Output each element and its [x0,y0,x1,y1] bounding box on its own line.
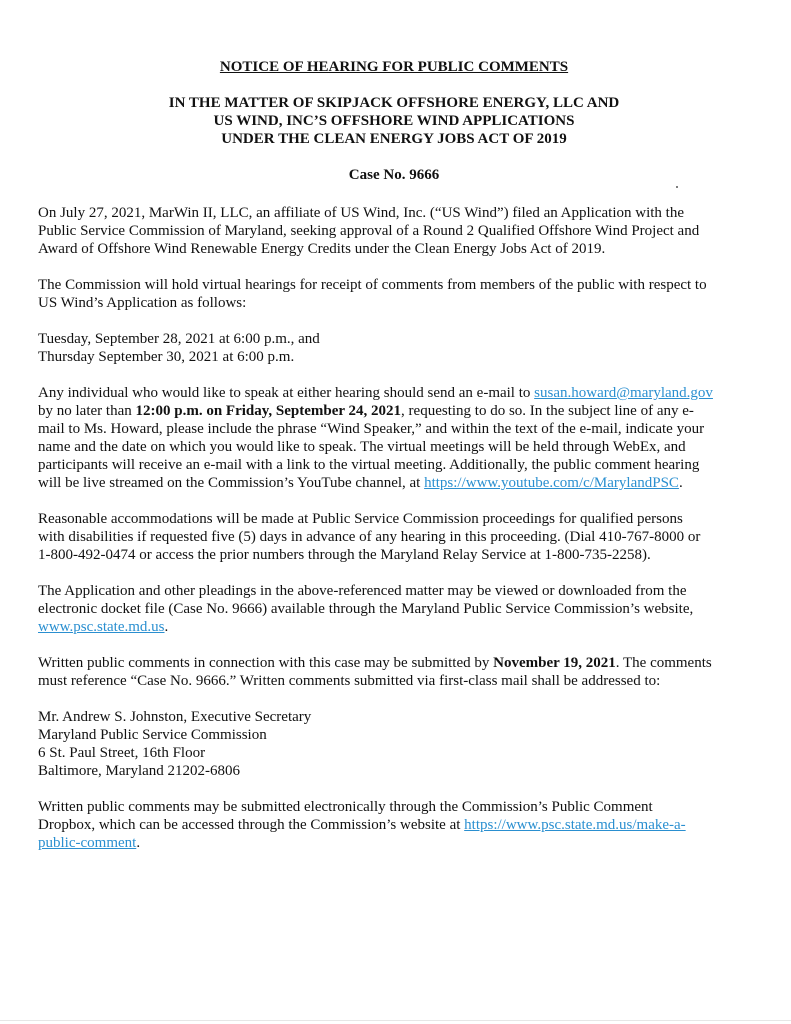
text-line: Public Service Commission of Maryland, seeking approval of a Round 2 Qualified Offshore Wind Project and [38,223,700,239]
text-line: 1-800-492-0474 or access the prior numbers through the Maryland Relay Service at 1-800-735-2258). [38,547,651,563]
text-line [38,384,750,402]
text-segment: . [164,619,169,635]
paragraph-electronic-comments [38,798,750,852]
address-line: Baltimore, Maryland 21202-6806 [38,763,241,779]
text-line: mail to Ms. Howard, please include the phrase “Wind Speaker,” and within the text of the e-mail, indicate your [38,421,705,437]
paragraph-accommodations [38,510,750,564]
text-segment: . [678,475,683,491]
page-edge [0,1020,791,1021]
text-line: must reference “Case No. 9666.” Written comments submitted via first-class mail shall be addressed to: [38,673,661,689]
hearing-dates [38,330,750,366]
text-segment: , requesting to do so. In the subject line of any e- [401,403,694,419]
matter-line: IN THE MATTER OF SKIPJACK OFFSHORE ENERGY, LLC AND [168,95,620,111]
text-line [38,402,750,420]
matter-heading [38,94,750,148]
paragraph-virtual-hearings [38,276,750,312]
text-segment: will be live streamed on the Commission’s YouTube channel, at [38,475,425,491]
text-line: Award of Offshore Wind Renewable Energy Credits under the Clean Energy Jobs Act of 2019. [38,241,606,257]
text-line: Written public comments may be submitted electronically through the Commission’s Public Comment [38,799,653,815]
text-line: The Application and other pleadings in the above-referenced matter may be viewed or downloaded from the [38,583,687,599]
text-line [38,654,750,672]
youtube-link[interactable]: https://www.youtube.com/c/MarylandPSC [424,475,679,491]
paragraph-docket [38,582,750,636]
text-segment: . The comments [615,655,712,671]
paragraph-application-filed [38,204,750,258]
notice-title: NOTICE OF HEARING FOR PUBLIC COMMENTS [219,59,569,75]
mailing-address [38,708,750,780]
hearing-date: Thursday September 30, 2021 at 6:00 p.m. [38,349,295,365]
hearing-date: Tuesday, September 28, 2021 at 6:00 p.m., and [38,331,320,347]
text-line [38,834,750,852]
text-line: Reasonable accommodations will be made at Public Service Commission proceedings for qualified persons [38,511,683,527]
text-line: US Wind’s Application as follows: [38,295,247,311]
email-link[interactable]: susan.howard@maryland.gov [534,385,713,401]
text-line [38,474,750,492]
paragraph-speaker-signup [38,384,750,492]
text-line: The Commission will hold virtual hearings for receipt of comments from members of the public with respect to [38,277,707,293]
text-line: electronic docket file (Case No. 9666) available through the Maryland Public Service Commission’s website, [38,601,694,617]
text-segment: . [136,835,141,851]
paragraph-written-comments [38,654,750,690]
text-line: name and the date on which you would like to speak. The virtual meetings will be held through WebEx, and [38,439,686,455]
text-line [38,618,750,636]
address-line: Maryland Public Service Commission [38,727,267,743]
text-line [38,816,750,834]
text-segment: by no later than [38,403,136,419]
notice-document [38,58,750,870]
address-line: Mr. Andrew S. Johnston, Executive Secretary [38,709,312,725]
address-line: 6 St. Paul Street, 16th Floor [38,745,206,761]
matter-line: UNDER THE CLEAN ENERGY JOBS ACT OF 2019 [221,131,567,147]
text-segment: Written public comments in connection with this case may be submitted by [38,655,494,671]
public-comment-link-continued[interactable]: public-comment [38,835,137,851]
text-line: participants will receive an e-mail with a link to the virtual meeting. Additionally, the public comment hearing [38,457,700,473]
text-line: with disabilities if requested five (5) days in advance of any hearing in this proceeding. (Dial 410-767-8000 or [38,529,701,545]
matter-line: US WIND, INC’S OFFSHORE WIND APPLICATIONS [213,113,575,129]
case-number: Case No. 9666 [348,167,440,183]
psc-website-link[interactable]: www.psc.state.md.us [38,619,165,635]
public-comment-link[interactable]: https://www.psc.state.md.us/make-a- [464,817,686,833]
comment-deadline: November 19, 2021 [493,655,616,671]
deadline-text: 12:00 p.m. on Friday, September 24, 2021 [135,403,402,419]
text-segment: Any individual who would like to speak at either hearing should send an e-mail to [38,385,535,401]
text-line: On July 27, 2021, MarWin II, LLC, an affiliate of US Wind, Inc. (“US Wind”) filed an Application with the [38,205,684,221]
text-segment: Dropbox, which can be accessed through the Commission’s website at [38,817,465,833]
